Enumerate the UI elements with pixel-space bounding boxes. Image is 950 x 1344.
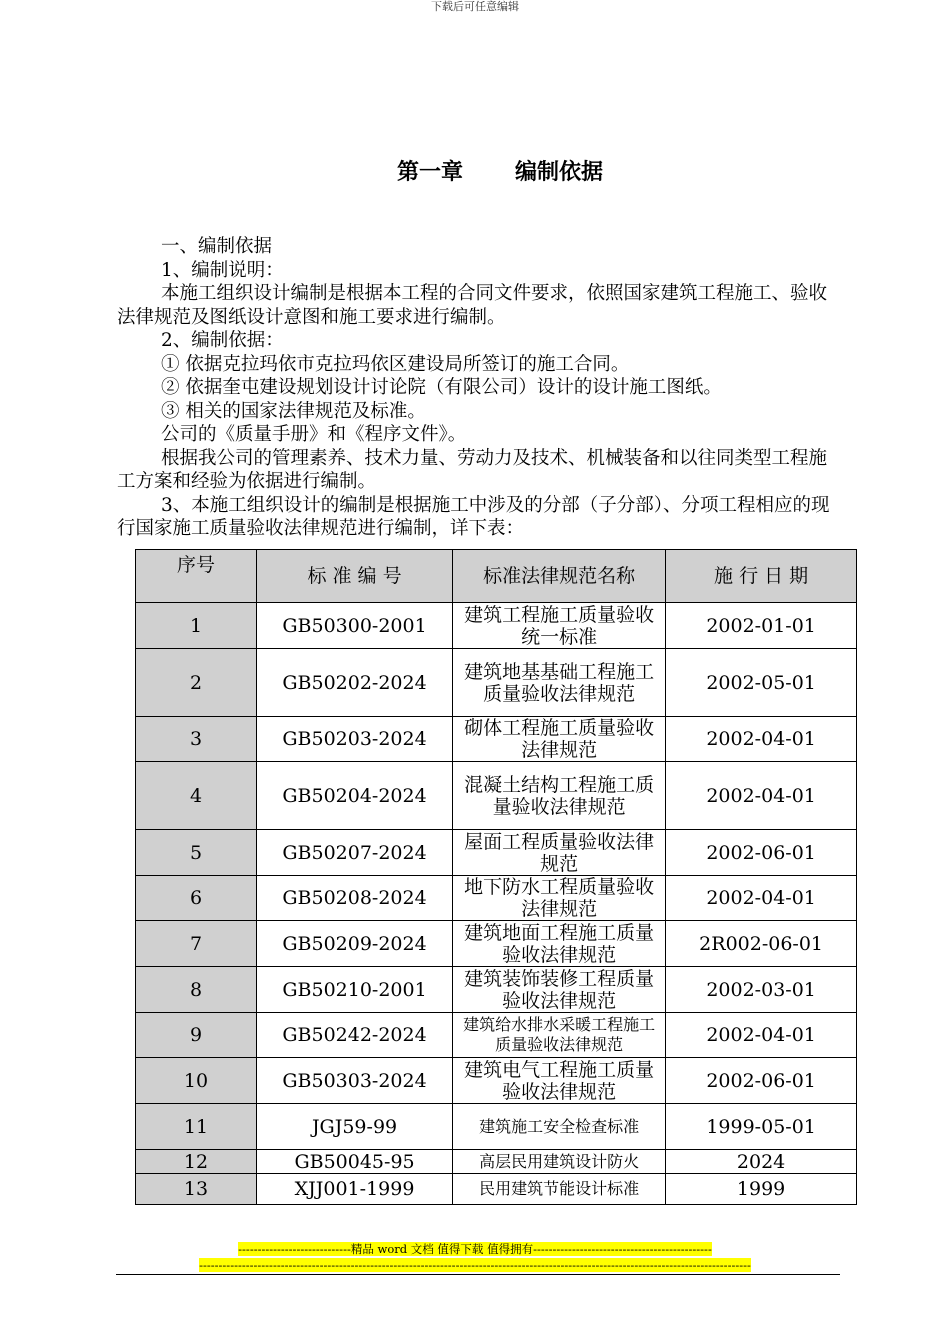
cell-seq: 7: [136, 921, 257, 967]
section-heading: 一、编制依据: [161, 236, 273, 257]
table-row: [136, 603, 857, 649]
table-row: [136, 1174, 857, 1205]
cell-code: GB50209-2024: [257, 921, 453, 967]
paragraph: 公司的《质量手册》和《程序文件》。: [161, 424, 467, 445]
cell-date: 2002-04-01: [666, 1013, 857, 1058]
paragraph: 3、本施工组织设计的编制是根据施工中涉及的分部（子分部）、分项工程相应的现行国家施工质量验收法律规范进行编制，详下表：: [117, 494, 830, 539]
table-row: [136, 921, 857, 967]
cell-seq: 3: [136, 717, 257, 762]
cell-code: GB50045-95: [257, 1150, 453, 1174]
cell-date: 2002-03-01: [666, 967, 857, 1013]
cell-date: 2024: [666, 1150, 857, 1174]
footer-banner: [0, 1242, 950, 1257]
cell-code: GB50207-2024: [257, 830, 453, 876]
cell-seq: 10: [136, 1058, 257, 1104]
cell-code: GB50300-2001: [257, 603, 453, 649]
table-row: [136, 1150, 857, 1174]
cell-code: XJJ001-1999: [257, 1174, 453, 1205]
cell-name: 建筑地基基础工程施工质量验收法律规范: [453, 649, 666, 717]
cell-name: 建筑给水排水采暖工程施工质量验收法律规范: [453, 1013, 666, 1058]
cell-date: 2002-06-01: [666, 1058, 857, 1104]
cell-date: 2R002-06-01: [666, 921, 857, 967]
paragraph: 根据我公司的管理素养、技术力量、劳动力及技术、机械装备和以往同类型工程施工方案和经验为依据进行编制。: [117, 447, 828, 492]
cell-seq: 13: [136, 1174, 257, 1205]
footer-banner-text: -----------------------------精品 word 文档 值得下载 值得拥有----------------------------------------------: [238, 1242, 712, 1256]
cell-date: 2002-01-01: [666, 603, 857, 649]
cell-name: 建筑施工安全检查标准: [453, 1104, 666, 1150]
table-row: [136, 762, 857, 830]
cell-name: 混凝土结构工程施工质量验收法律规范: [453, 762, 666, 830]
cell-date: 2002-04-01: [666, 717, 857, 762]
header-date: 施 行 日 期: [666, 550, 857, 603]
header-code: 标 准 编 号: [257, 550, 453, 603]
cell-code: GB50210-2001: [257, 967, 453, 1013]
table-row: [136, 876, 857, 921]
footer-dash-line: [0, 1258, 950, 1273]
cell-code: GB50202-2024: [257, 649, 453, 717]
footer-rule: [116, 1274, 840, 1275]
cell-code: GB50303-2024: [257, 1058, 453, 1104]
list-item: ③ 相关的国家法律规范及标准。: [161, 400, 426, 422]
cell-seq: 11: [136, 1104, 257, 1150]
table-row: [136, 1013, 857, 1058]
cell-code: GB50208-2024: [257, 876, 453, 921]
table-row: [136, 1058, 857, 1104]
cell-name: 屋面工程质量验收法律规范: [453, 830, 666, 876]
cell-seq: 8: [136, 967, 257, 1013]
cell-seq: 9: [136, 1013, 257, 1058]
cell-name: 建筑工程施工质量验收统一标准: [453, 603, 666, 649]
cell-seq: 12: [136, 1150, 257, 1174]
cell-name: 建筑地面工程施工质量验收法律规范: [453, 921, 666, 967]
cell-seq: 2: [136, 649, 257, 717]
cell-seq: 4: [136, 762, 257, 830]
header-seq: 序号: [136, 550, 257, 603]
body-text: [117, 235, 842, 541]
list-item: ② 依据奎屯建设规划设计讨论院（有限公司）设计的设计施工图纸。: [161, 377, 722, 398]
cell-name: 高层民用建筑设计防火: [453, 1150, 666, 1174]
header-name: 标准法律规范名称: [453, 550, 666, 603]
cell-seq: 5: [136, 830, 257, 876]
table-row: [136, 830, 857, 876]
cell-date: 2002-05-01: [666, 649, 857, 717]
cell-code: GB50203-2024: [257, 717, 453, 762]
cell-code: JGJ59-99: [257, 1104, 453, 1150]
list-item: ① 依据克拉玛依市克拉玛依区建设局所签订的施工合同。: [161, 353, 630, 375]
chapter-title: [0, 155, 950, 186]
cell-name: 砌体工程施工质量验收法律规范: [453, 717, 666, 762]
cell-seq: 6: [136, 876, 257, 921]
standards-table: [135, 549, 857, 1205]
paragraph: 本施工组织设计编制是根据本工程的合同文件要求，依照国家建筑工程施工、验收法律规范及图纸设计意图和施工要求进行编制。: [117, 283, 828, 328]
subsection-heading: 2、编制依据：: [161, 330, 284, 351]
table-header-row: [136, 550, 857, 603]
table-row: [136, 717, 857, 762]
cell-code: GB50242-2024: [257, 1013, 453, 1058]
cell-date: 1999: [666, 1174, 857, 1205]
footer-dash-text: ----------------------------------------------------------------------------------------------------------------------------------------------: [199, 1258, 751, 1272]
table-row: [136, 967, 857, 1013]
chapter-number: 第一章: [396, 160, 463, 185]
cell-date: 2002-04-01: [666, 762, 857, 830]
cell-date: 2002-06-01: [666, 830, 857, 876]
table-row: [136, 649, 857, 717]
cell-code: GB50204-2024: [257, 762, 453, 830]
cell-name: 建筑装饰装修工程质量验收法律规范: [453, 967, 666, 1013]
cell-name: 建筑电气工程施工质量验收法律规范: [453, 1058, 666, 1104]
chapter-heading: 编制依据: [515, 160, 604, 185]
cell-name: 民用建筑节能设计标准: [453, 1174, 666, 1205]
header-note: 下载后可任意编辑: [431, 0, 519, 13]
table-row: [136, 1104, 857, 1150]
cell-name: 地下防水工程质量验收法律规范: [453, 876, 666, 921]
subsection-heading: 1、编制说明：: [161, 259, 284, 281]
cell-date: 1999-05-01: [666, 1104, 857, 1150]
cell-date: 2002-04-01: [666, 876, 857, 921]
cell-seq: 1: [136, 603, 257, 649]
